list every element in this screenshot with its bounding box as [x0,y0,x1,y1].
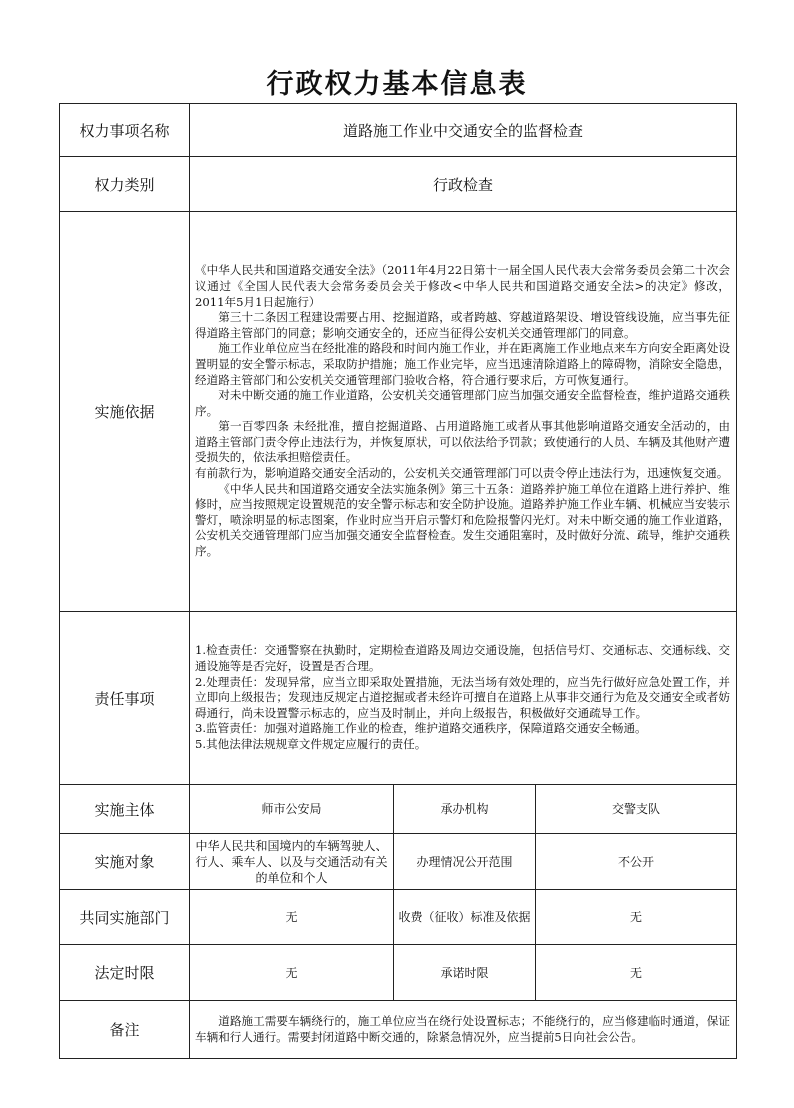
duty-item: 3.监管责任：加强对道路施工作业的检查，维护道路交通秩序，保障道路交通安全畅通。 [195,721,647,736]
remarks-content [190,1001,737,1059]
basis-content [190,212,737,612]
promise-limit-value: 无 [536,945,737,1001]
basis-paragraph: 施工作业单位应当在经批准的路段和时间内施工作业，并在距离施工作业地点来车方向安全距离处设置明显的安全警示标志，采取防护措施；施工作业完毕，应当迅速清除道路上的障碍物，消除安全隐患，经道路主管部门和公安机关交通管理部门验收合格，符合通行要求后，方可恢复通行。 [195,341,731,387]
duty-item: 2.处理责任：发现异常，应当立即采取处置措施，无法当场有效处理的，应当先行做好应急处置工作，并立即向上级报告；发现违反规定占道挖掘或者未经许可擅自在道路上从事非交通行为危及交通安全或者妨碍通行，尚未设置警示标志的，应当及时制止，并向上级报告，积极做好交通疏导工作。 [195,674,731,720]
row-remarks [60,1001,737,1059]
disclosure-label: 办理情况公开范围 [394,834,536,890]
row-basis [60,212,737,612]
page-title: 行政权力基本信息表 [266,69,528,100]
time-limit-value: 无 [190,945,394,1001]
basis-paragraph: 第一百零四条 未经批准，擅自挖掘道路、占用道路施工或者从事其他影响道路交通安全活动的，由道路主管部门责令停止违法行为，并恢复原状，可以依法给予罚款；致使通行的人员、车辆及其他财产遭受损失的，依法承担赔偿责任。 [195,419,731,465]
agency-value: 交警支队 [536,785,737,834]
duties-content [190,612,737,785]
subject-value: 师市公安局 [190,785,394,834]
fee-value: 无 [536,890,737,945]
remarks-text: 道路施工需要车辆绕行的，施工单位应当在绕行处设置标志；不能绕行的，应当修建临时通道，保证车辆和行人通行。需要封闭道路中断交通的，除紧急情况外，应当提前5日向社会公告。 [195,1013,731,1044]
target-label: 实施对象 [60,834,190,890]
row-target [60,834,737,890]
duties-label: 责任事项 [60,612,190,785]
row-duties [60,612,737,785]
basis-label: 实施依据 [60,212,190,612]
basis-paragraph: 对未中断交通的施工作业道路，公安机关交通管理部门应当加强交通安全监督检查，维护道路交通秩序。 [195,388,731,418]
basis-paragraph: 第三十二条因工程建设需要占用、挖掘道路，或者跨越、穿越道路架设、增设管线设施，应当事先征得道路主管部门的同意；影响交通安全的，还应当征得公安机关交通管理部门的同意。 [195,310,731,340]
agency-label: 承办机构 [394,785,536,834]
promise-limit-label: 承诺时限 [394,945,536,1001]
remarks-label: 备注 [60,1001,190,1059]
duty-item: 1.检查责任：交通警察在执勤时，定期检查道路及周边交通设施，包括信号灯、交通标志、交通标线、交通设施等是否完好，设置是否合理。 [195,643,731,674]
basis-paragraph: 《中华人民共和国道路交通安全法》（2011年4月22日第十一届全国人民代表大会常务委员会第二十次会议通过《全国人民代表大会常务委员会关于修改<中华人民共和国道路交通安全法>的决定》修改，2011年5月1日起施行） [195,263,731,309]
item-name-value: 道路施工作业中交通安全的监督检查 [190,104,737,157]
row-departments [60,890,737,945]
subject-label: 实施主体 [60,785,190,834]
departments-label: 共同实施部门 [60,890,190,945]
item-name-label: 权力事项名称 [60,104,190,157]
basis-paragraph: 有前款行为，影响道路交通安全活动的，公安机关交通管理部门可以责令停止违法行为，迅速恢复交通。 [195,466,729,481]
departments-value: 无 [190,890,394,945]
row-item-name [60,104,737,157]
info-table [59,103,737,1059]
basis-paragraph: 《中华人民共和国道路交通安全法实施条例》第三十五条：道路养护施工单位在道路上进行养护、维修时，应当按照规定设置规范的安全警示标志和安全防护设施。道路养护施工作业车辆、机械应当安装示警灯，喷涂明显的标志图案，作业时应当开启示警灯和危险报警闪光灯。对未中断交通的施工作业道路，公安机关交通管理部门应当加强交通安全监督检查。发生交通阻塞时，及时做好分流、疏导，维护交通秩序。 [195,481,731,559]
row-category [60,157,737,212]
target-value: 中华人民共和国境内的车辆驾驶人、行人、乘车人、以及与交通活动有关的单位和个人 [190,834,394,890]
time-limit-label: 法定时限 [60,945,190,1001]
duty-item: 5.其他法律法规规章文件规定应履行的责任。 [195,736,427,751]
disclosure-value: 不公开 [536,834,737,890]
category-value: 行政检查 [190,157,737,212]
row-time-limit [60,945,737,1001]
category-label: 权力类别 [60,157,190,212]
row-subject [60,785,737,834]
fee-label: 收费（征收）标准及依据 [394,890,536,945]
